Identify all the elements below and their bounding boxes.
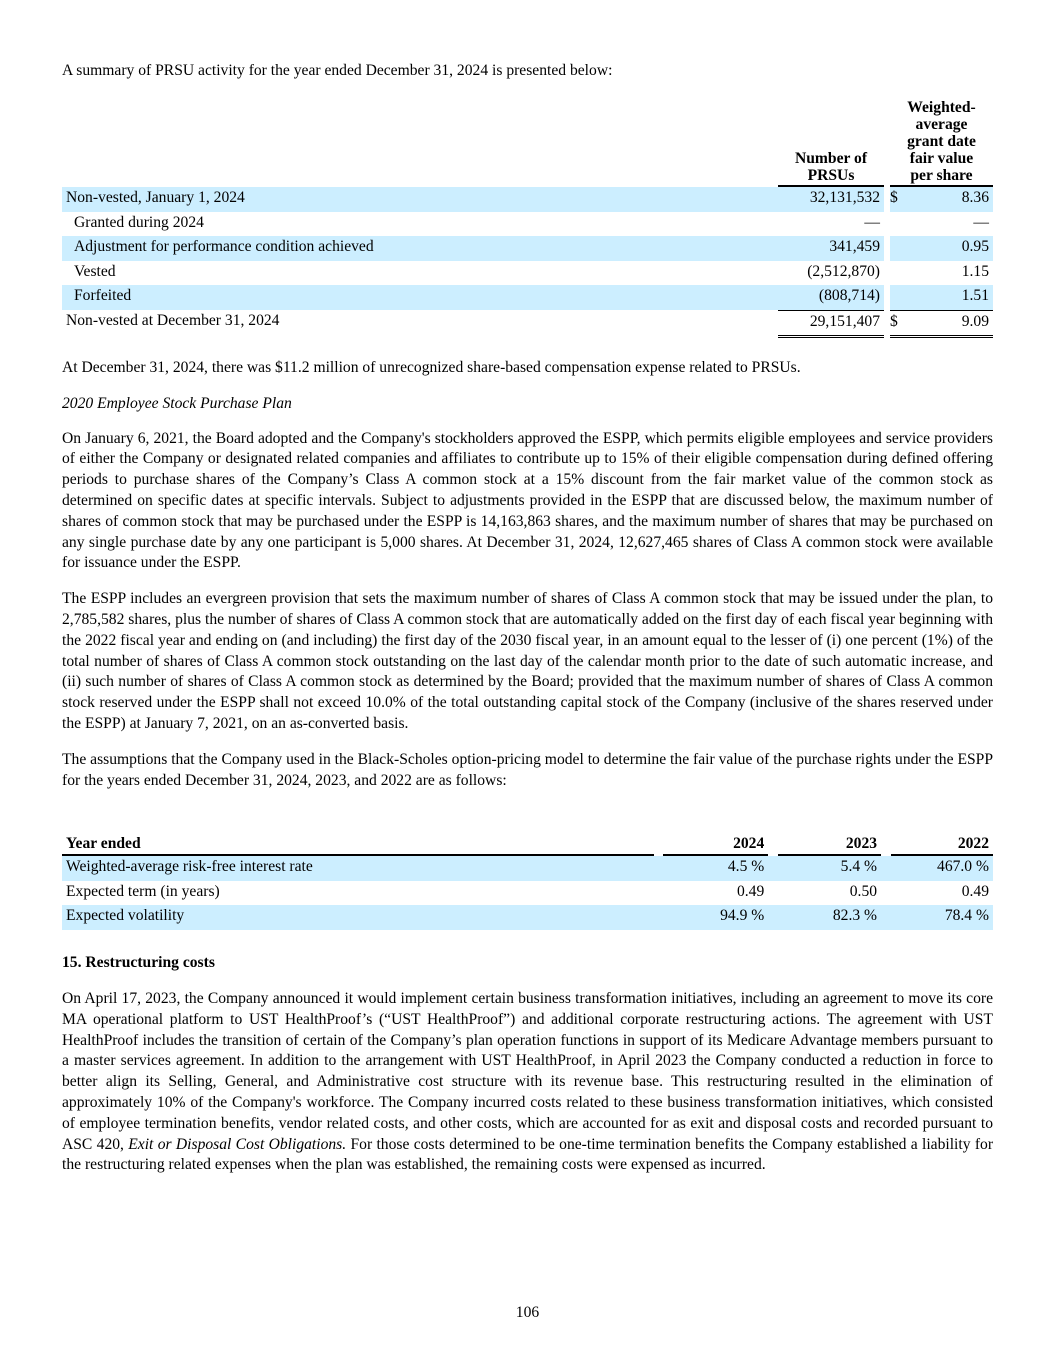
espp-paragraph-2: The ESPP includes an evergreen provision that sets the maximum number of shares of Class A common stock that may be issued under the plan, to 2,785,582 shares, plus the number of shares of Class A common stock that are automatically added on the first day of each fiscal year beginning with the 2022 fiscal year and ending on (and including) the first day of the 2030 fiscal year, in an amount equal to the lesser of (i) one percent (1%) of the total number of shares of Class A common stock outstanding on the last day of the calendar month prior to the date of such automatic increase, and (ii) such number of shares of Class A common stock as determined by the Board; provided that the maximum number of shares of Class A common stock reserved under the ESPP shall not exceed 10.0% of the total outstanding capital stock of the Company (inclusive of the shares reserved under the ESPP) at January 7, 2021, on an as-converted basis.	[62, 590, 993, 732]
espp-paragraph-3: The assumptions that the Company used in the Black-Scholes option-pricing model to determine the fair value of the purchase rights under the ESPP for the years ended December 31, 2024, 2023, and 2022 are as follows:	[62, 750, 993, 789]
page-number: 106	[515, 1304, 540, 1321]
espp-heading: 2020 Employee Stock Purchase Plan	[62, 394, 292, 412]
espp-paragraph-1: On January 6, 2021, the Board adopted and the Company's stockholders approved the ESPP, which permits eligible employees and service providers of either the Company or designated related companies and affiliates to contribute up to 15% of their eligible compensation during defined offering periods to purchase shares of the Company’s Class A common stock at a 15% discount from the fair market value of the common stock as determined on specific dates at specific intervals. Subject to adjustments provided in the ESPP that are discussed below, the maximum number of shares of common stock that may be purchased under the ESPP is 14,163,863 shares, and the maximum number of shares that may be purchased on any single purchase date by any one participant is 5,000 shares. At December 31, 2024, 12,627,465 shares of Class A common stock were available for issuance under the ESPP.	[62, 429, 993, 572]
table-header-row	[62, 99, 993, 187]
table-total-row: Non-vested at December 31, 2024 29,151,407 $ 9.09	[62, 310, 993, 339]
table-row: Expected volatility 94.9 % 82.3 % 78.4 %	[62, 905, 993, 930]
intro-text: A summary of PRSU activity for the year ended December 31, 2024 is presented below:	[62, 62, 613, 79]
table-row: Vested (2,512,870) 1.15	[62, 261, 993, 286]
prsu-activity-table	[62, 99, 993, 338]
espp-assumptions-table	[62, 834, 993, 930]
table-row: Forfeited (808,714) 1.51	[62, 285, 993, 310]
header-number-of-prsus: Number of PRSUs	[778, 99, 884, 187]
table-row: Expected term (in years) 0.49 0.50 0.49	[66, 882, 989, 900]
unrecognized-expense-text: At December 31, 2024, there was $11.2 million of unrecognized share-based compensation expense related to PRSUs.	[62, 359, 801, 376]
restructuring-heading: 15. Restructuring costs	[62, 954, 215, 971]
table-header-row: Year ended 2024 2023 2022	[62, 834, 993, 856]
table-row: Adjustment for performance condition achieved 341,459 0.95	[62, 236, 993, 261]
table-row: Granted during 2024 — —	[62, 212, 993, 237]
table-row: Non-vested, January 1, 2024 32,131,532 $ 8.36	[62, 187, 993, 212]
restructuring-paragraph: On April 17, 2023, the Company announced it would implement certain business transformation initiatives, including an agreement to move its core MA operational platform to UST HealthProof’s (“UST HealthProof”) and additional corporate restructuring actions. The agreement with UST HealthProof includes the transition of certain of the Company’s plan operation functions in support of its Medicare Advantage members pursuant to a master services agreement. In addition to the arrangement with UST HealthProof, in April 2023 the Company conducted a reduction in force to better align its Selling, General, and Administrative cost structure with its revenue base. This restructuring resulted in the elimination of approximately 10% of the Company's workforce. The Company incurred costs related to these business transformation initiatives, which consisted of employee termination benefits, vendor related costs, and other costs, which are accounted for as exit and disposal costs and recorded pursuant to ASC 420, Exit or Disposal Cost Obligations. For those costs determined to be one-time termination benefits the Company established a liability for the restructuring related expenses when the plan was established, the remaining costs were expensed as incurred.	[62, 990, 994, 1174]
header-fair-value: Weighted- average grant date fair value per share	[890, 99, 993, 187]
table-row: Weighted-average risk-free interest rate 4.5 % 5.4 % 467.0 %	[62, 856, 993, 881]
